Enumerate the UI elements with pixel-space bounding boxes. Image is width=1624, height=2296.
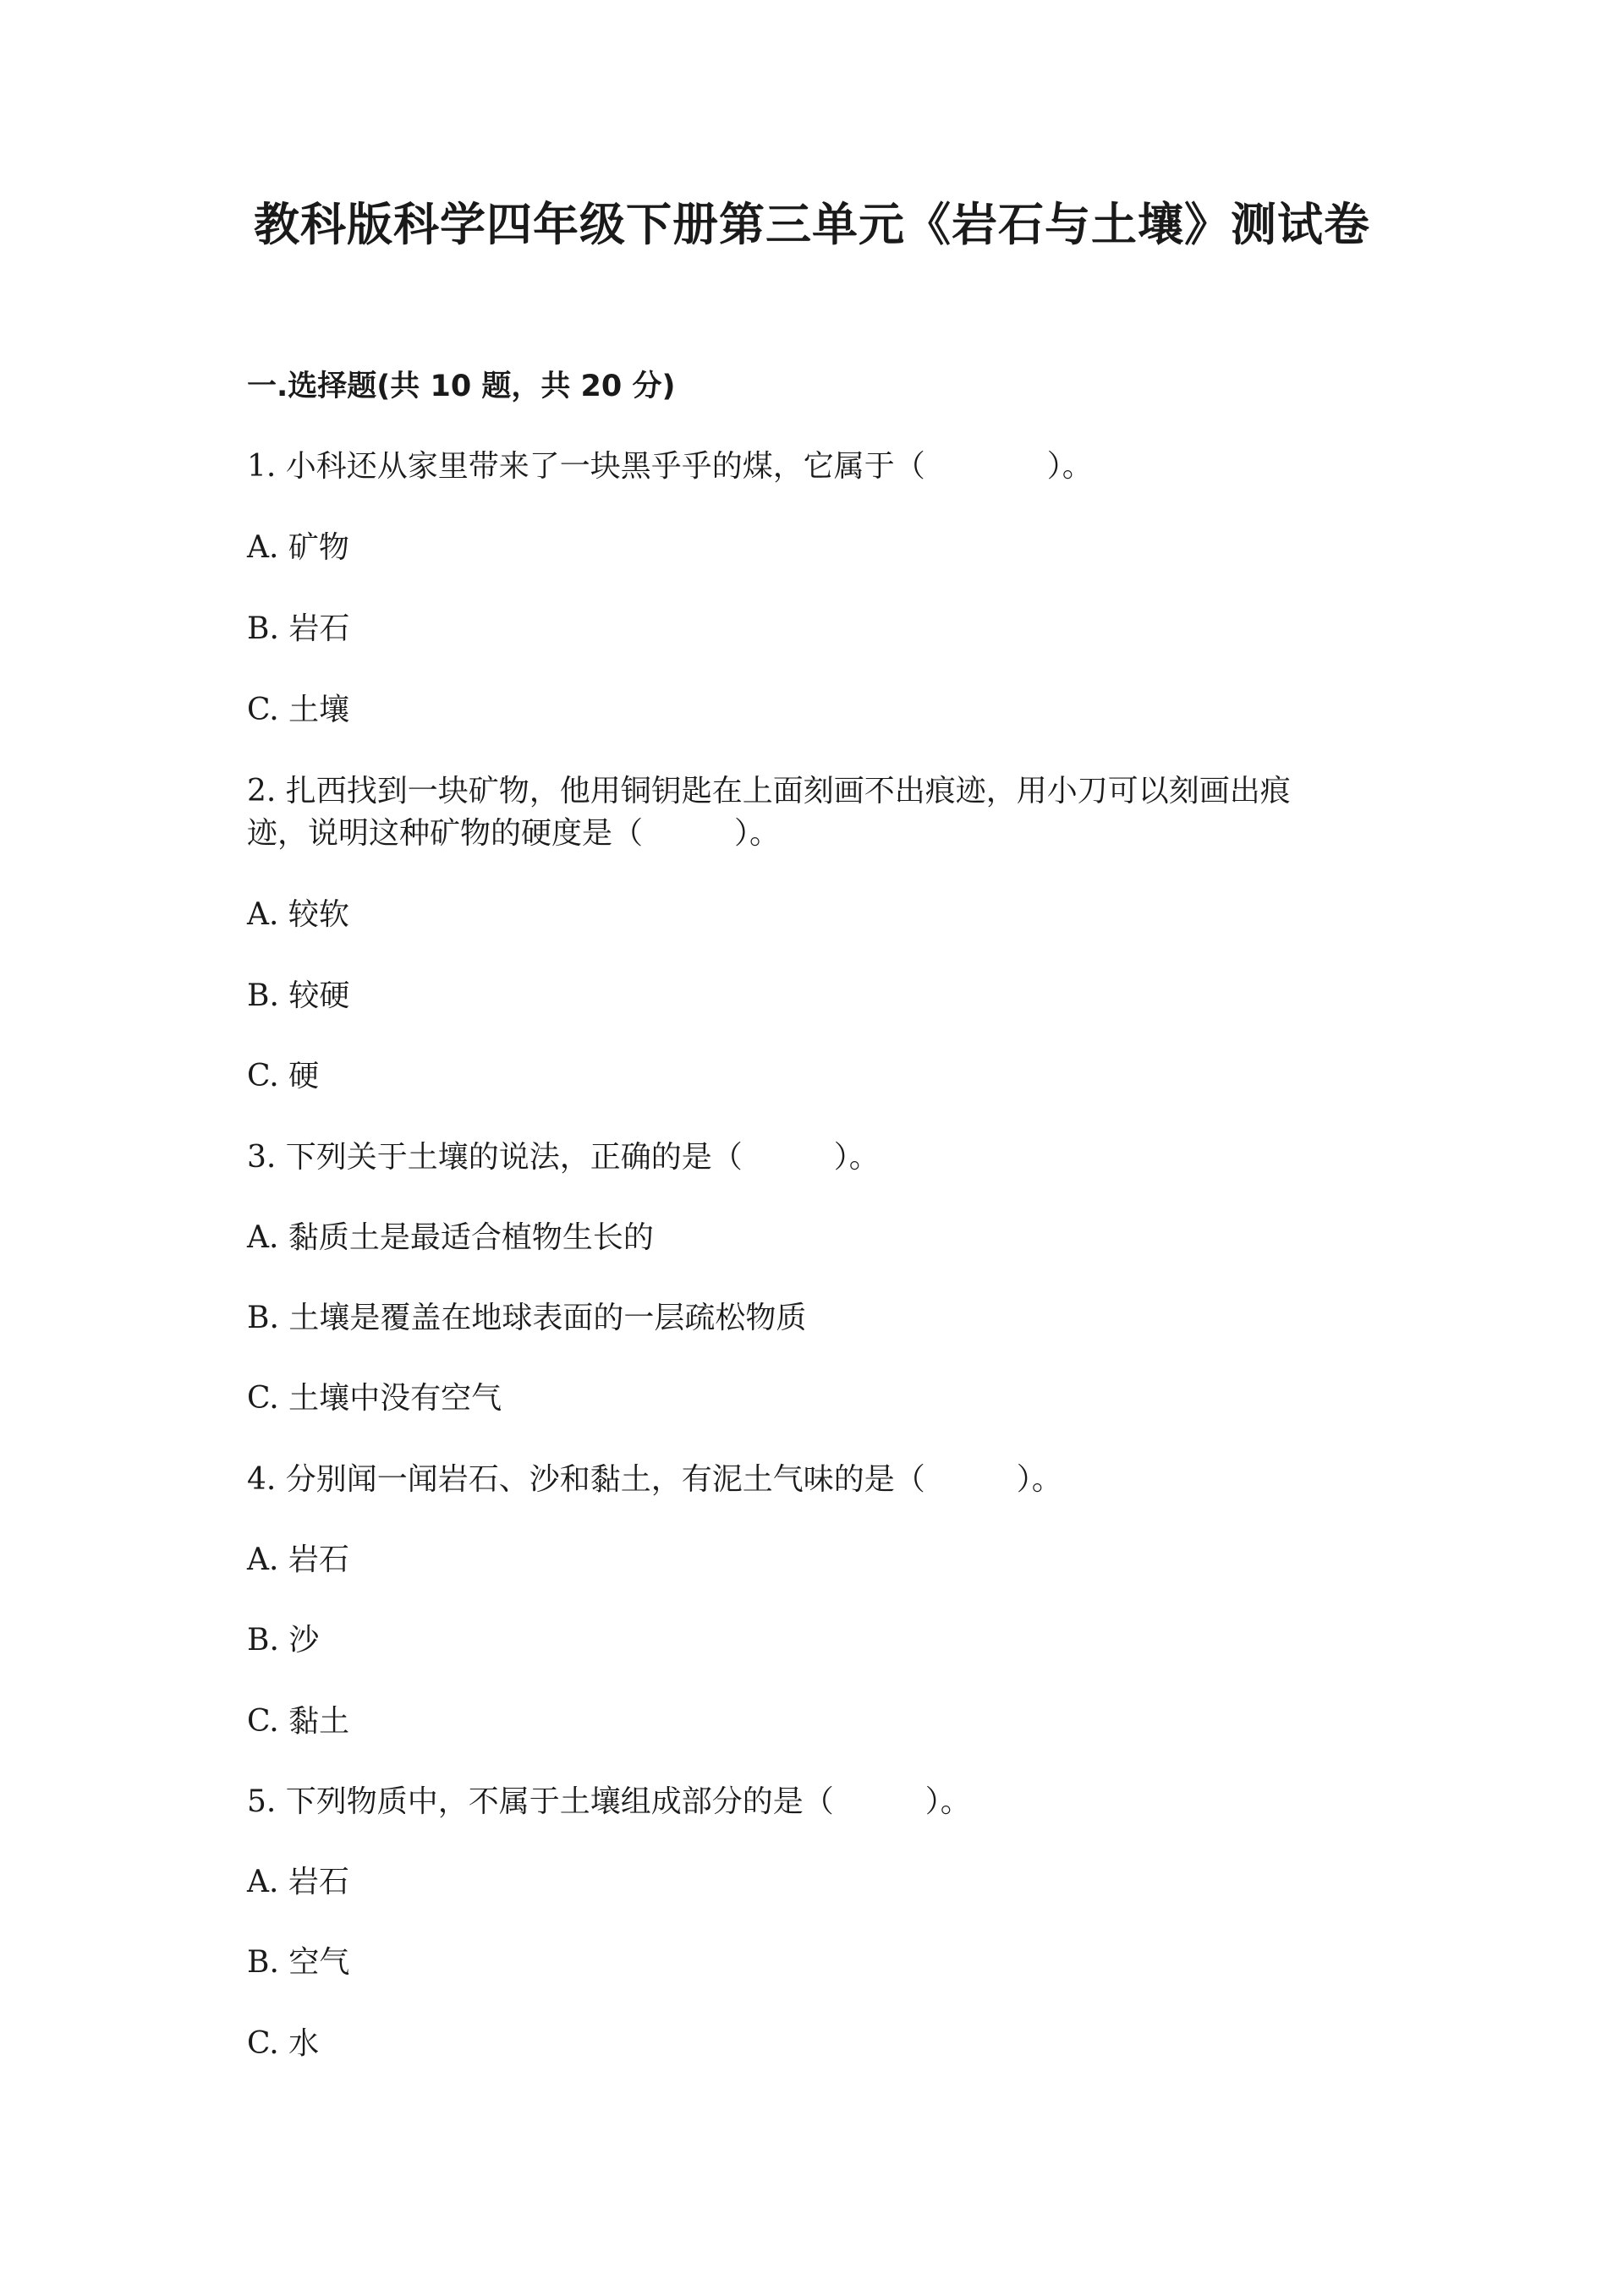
question-4-stem: 4. 分别闻一闻岩石、沙和黏土，有泥土气味的是（ ）。 <box>247 1462 1062 1497</box>
question-2-option-a: A. 较软 <box>247 897 349 932</box>
question-3-option-c: C. 土壤中没有空气 <box>247 1381 502 1416</box>
question-2-stem-line-1: 2. 扎西找到一块矿物，他用铜钥匙在上面刻画不出痕迹，用小刀可以刻画出痕 <box>247 774 1291 808</box>
question-3-option-a: A. 黏质土是最适合植物生长的 <box>247 1220 654 1255</box>
question-1-option-b: B. 岩石 <box>247 611 350 646</box>
question-5-option-b: B. 空气 <box>247 1945 350 1980</box>
question-2-option-c: C. 硬 <box>247 1059 320 1093</box>
question-5-option-c: C. 水 <box>247 2026 320 2061</box>
question-1-option-c: C. 土壤 <box>247 693 350 727</box>
question-2-stem-line-2: 迹，说明这种矿物的硬度是（ ）。 <box>247 816 781 851</box>
question-5-option-a: A. 岩石 <box>247 1865 349 1899</box>
question-3-stem: 3. 下列关于土壤的说法，正确的是（ ）。 <box>247 1140 880 1175</box>
question-3-option-b: B. 土壤是覆盖在地球表面的一层疏松物质 <box>247 1301 807 1335</box>
question-1-stem: 1. 小科还从家里带来了一块黑乎乎的煤，它属于（ ）。 <box>247 449 1093 484</box>
question-2-option-b: B. 较硬 <box>247 978 350 1013</box>
question-4-option-a: A. 岩石 <box>247 1543 349 1577</box>
page-title: 教科版科学四年级下册第三单元《岩石与土壤》测试卷 <box>254 198 1370 251</box>
question-4-option-b: B. 沙 <box>247 1623 320 1658</box>
question-1-option-a: A. 矿物 <box>247 530 349 565</box>
section-heading: 一.选择题(共 10 题，共 20 分) <box>247 370 676 403</box>
question-4-option-c: C. 黏土 <box>247 1704 350 1739</box>
question-5-stem: 5. 下列物质中，不属于土壤组成部分的是（ ）。 <box>247 1784 971 1819</box>
